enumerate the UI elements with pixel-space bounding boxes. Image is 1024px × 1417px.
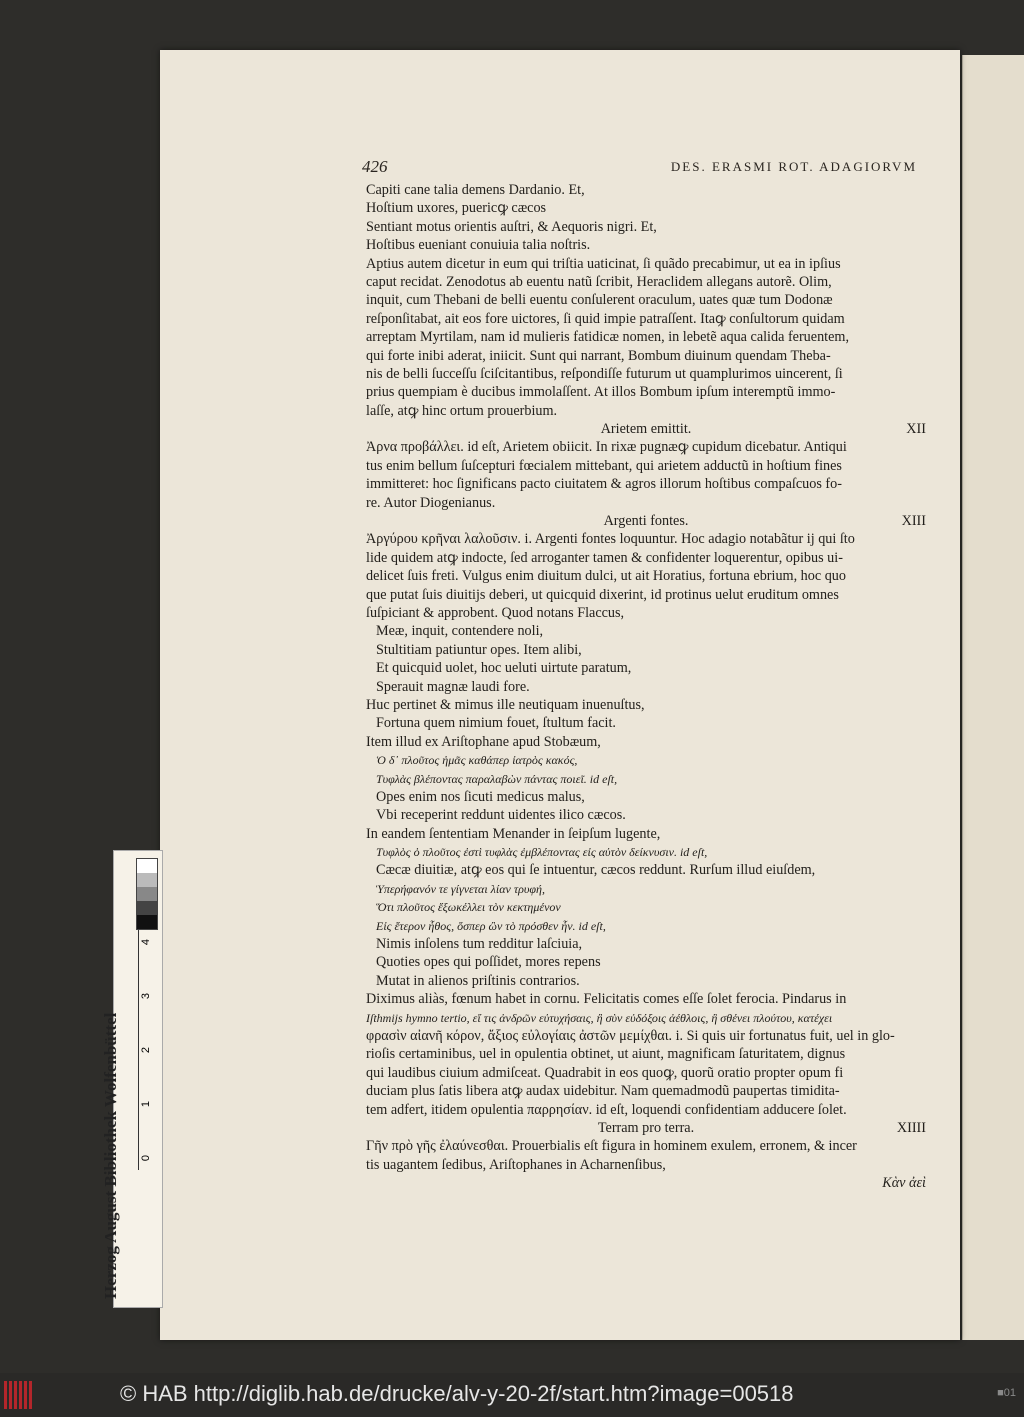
adage-title: Arietem emittit.: [600, 421, 692, 438]
adage-title: Terram pro terra.: [597, 1119, 695, 1136]
text-line: Opes enim nos ſicuti medicus malus,: [376, 788, 585, 805]
text-line: rioſis certaminibus, uel in opulentia obtinet, ut aiunt, magnificam ſaturitatem, dignus: [366, 1046, 846, 1063]
text-line: Aptius autem dicetur in eum qui triſtia uaticinat, ſi quãdo precabimur, ut ea in ipſius: [366, 255, 841, 272]
text-line: Vbi receperint reddunt uidentes ilico cæcos.: [376, 807, 626, 824]
text-line: φρασὶν αἰανῆ κόρον, ἄξιος εὐλογίαις ἀστῶν μεμίχθαι. i. Si quis uir fortunatus fuit, uel in glo-: [366, 1027, 895, 1044]
text-line: Iſthmijs hymno tertio, εἴ τις ἀνδρῶν εὐτυχήσαις, ἢ σὺν εὐδόξοις ἀέθλοις, ἢ σθένει πλούτου, κατέχει: [366, 1010, 833, 1025]
text-line: Nimis inſolens tum redditur laſciuia,: [376, 936, 583, 953]
text-line: ſuſpiciant & approbent. Quod notans Flaccus,: [366, 604, 625, 621]
adage-heading: [366, 1119, 926, 1137]
text-line: Ἀργύρου κρῆναι λαλοῦσιν. i. Argenti fontes loquuntur. Hoc adagio notabãtur ij qui ſto: [366, 531, 855, 548]
text-line: Stultitiam patiuntur opes. Item alibi,: [376, 641, 582, 658]
text-line: que putat ſuis diuitijs deberi, ut quicquid dixerint, id protinus uelut eruditum omnes: [366, 586, 839, 603]
text-line: Εἰς ἕτερον ἦθος, ὅσπερ ὢν τὸ πρόσθεν ἦν. id eſt,: [376, 918, 606, 933]
text-line: tus enim bellum ſuſcepturi fœcialem mittebant, qui arietem adductũ in hoſtium fines: [366, 457, 842, 474]
ruler-number: 4: [140, 938, 153, 946]
text-line: lide quidem atꝙ indocte, ſed arroganter tamen & confidenter loquerentur, opibus ui-: [366, 549, 843, 566]
text-line: Sperauit magnæ laudi fore.: [376, 678, 530, 695]
ruler-number: 0: [140, 1154, 153, 1162]
text-line: Ὅτι πλοῦτος ἔξωκέλλει τὸν κεκτημένον: [376, 900, 561, 915]
text-line: Sentiant motus orientis auſtri, & Aequoris nigri. Et,: [366, 218, 657, 235]
institution-label: Herzog August Bibliothek Wolfenbüttel: [101, 1012, 120, 1299]
ruler-number: 1: [140, 1100, 153, 1108]
text-line: delicet ſuis freti. Vulgus enim diuitum dulci, ut ait Horatius, fortuna ebrium, hoc quo: [366, 568, 846, 585]
ruler: [138, 930, 159, 1170]
adage-heading: [366, 420, 926, 438]
text-line: Ἀρνα προβάλλει. id eſt, Arietem obiicit. In rixæ pugnæꝙ cupidum dicebatur. Antiqui: [366, 439, 847, 456]
folio-number: 426: [362, 157, 388, 176]
text-line: Hoſtium uxores, puericꝙ cæcos: [366, 200, 547, 217]
hab-logo-icon: [4, 1381, 36, 1409]
running-title: DES. ERASMI ROT. ADAGIORVM: [670, 159, 917, 174]
footer-tag: ■01: [997, 1387, 1016, 1399]
gray-swatches: [136, 858, 158, 930]
text-line: arreptam Myrtilam, nam id mulieris fatidicæ nomen, in lebetẽ aqua calida feruentem,: [366, 329, 849, 346]
text-line: reſponſitabat, ait eos fore uictores, ſi quid impie patraſſent. Itaꝙ conſultorum quidam: [366, 310, 845, 327]
text-line: Quoties opes qui poſſidet, mores repens: [376, 954, 601, 971]
text-line: Et quicquid uolet, hoc ueluti uirtute paratum,: [376, 660, 632, 677]
text-line: Capiti cane talia demens Dardanio. Et,: [366, 182, 585, 198]
text-line: Ὁ δ᾽ πλοῦτος ἡμᾶς καθάπερ ἰατρὸς κακός,: [376, 753, 578, 768]
text-line: tem adfert, itidem opulentia παρρησίαν. id eſt, loquendi confidentiam adducere ſolet.: [366, 1101, 847, 1118]
text-line: Τυφλὰς βλέποντας παραλαβὼν πάντας ποιεῖ. id eſt,: [376, 771, 618, 786]
text-line: Cæcæ diuitiæ, atꝙ eos qui ſe intuentur, cæcos reddunt. Rurſum illud eiuſdem,: [376, 862, 816, 879]
text-line: Huc pertinet & mimus ille neutiquam inuenuſtus,: [366, 696, 645, 713]
text-line: Meæ, inquit, contendere noli,: [376, 623, 544, 640]
footer-bar: [0, 1373, 1024, 1417]
text-line: Ὑπερήφανόν τε γίγνεται λίαν τρυφή,: [376, 881, 545, 896]
adage-heading: [366, 512, 926, 530]
catchword: Κὰν ἀεὶ: [882, 1175, 926, 1191]
text-line: Hoſtibus eueniant conuiuia talia noſtris.: [366, 237, 591, 254]
adage-number: XIIII: [896, 1119, 926, 1136]
text-line: Mutat in alienos priſtinis contrarios.: [376, 972, 580, 989]
page-header: [362, 157, 925, 177]
text-line: qui laudibus ciuium admiſceat. Quadrabit in eos quoꝙ, quorũ oratio propter opum fi: [366, 1064, 844, 1081]
text-line: prius quempiam è ducibus immolaſſent. At illos Bombum ipſum interemptũ immo-: [366, 384, 836, 401]
ruler-number: 3: [140, 992, 153, 1000]
text-line: Item illud ex Ariſtophane apud Stobæum,: [366, 733, 601, 750]
adage-title: Argenti fontes.: [603, 513, 689, 530]
text-line: laſſe, atꝙ hinc ortum prouerbium.: [366, 402, 558, 419]
text-line: caput recidat. Zenodotus ab euentu natũ ſcribit, Heraclidem allegans autorẽ. Olim,: [366, 273, 832, 290]
text-line: Γῆν πρὸ γῆς ἐλαύνεσθαι. Prouerbialis eſt figura in hominem exulem, erronem, & incer: [366, 1138, 857, 1155]
ruler-number: 2: [140, 1046, 153, 1054]
text-line: Fortuna quem nimium fouet, ſtultum facit.: [376, 715, 616, 732]
text-line: Diximus aliàs, fœnum habet in cornu. Felicitatis comes eſſe ſolet ferocia. Pindarus in: [366, 991, 847, 1008]
body-text: [366, 181, 926, 1174]
text-line: In eandem ſententiam Menander in ſeipſum lugente,: [366, 825, 661, 842]
text-line: duciam plus ſatis libera atꝙ audax uidebitur. Nam quemadmodũ paupertas timidita-: [366, 1083, 840, 1100]
text-line: qui forte inibi aderat, iniicit. Sunt qui narrant, Bombum diuinum quendam Theba-: [366, 347, 831, 364]
text-line: inquit, cum Thebani de belli euentu conſulerent oraculum, uates quæ tum Dodonæ: [366, 292, 833, 309]
adage-number: XII: [906, 421, 926, 438]
facing-page-edge: [962, 55, 1024, 1340]
text-line: re. Autor Diogenianus.: [366, 494, 496, 511]
footer-caption: © HAB http://diglib.hab.de/drucke/alv-y-20-2f/start.htm?image=00518: [120, 1381, 794, 1406]
text-line: nis de belli ſucceſſu ſciſcitantibus, reſpondiſſe futurum ut quamplurimos uincerent, ſi: [366, 365, 843, 382]
text-line: Τυφλὸς ὁ πλοῦτος ἐστὶ τυφλὰς ἐμβλέποντας εἰς αὐτὸν δείκνυσιν. id eſt,: [376, 845, 708, 860]
adage-number: XIII: [901, 513, 926, 530]
text-line: tis uagantem ſedibus, Ariſtophanes in Acharnenſibus,: [366, 1156, 666, 1173]
text-line: immitteret: hoc ſignificans pacto ciuitatem & agros illorum hoſtibus compaſcuos fo-: [366, 476, 842, 493]
